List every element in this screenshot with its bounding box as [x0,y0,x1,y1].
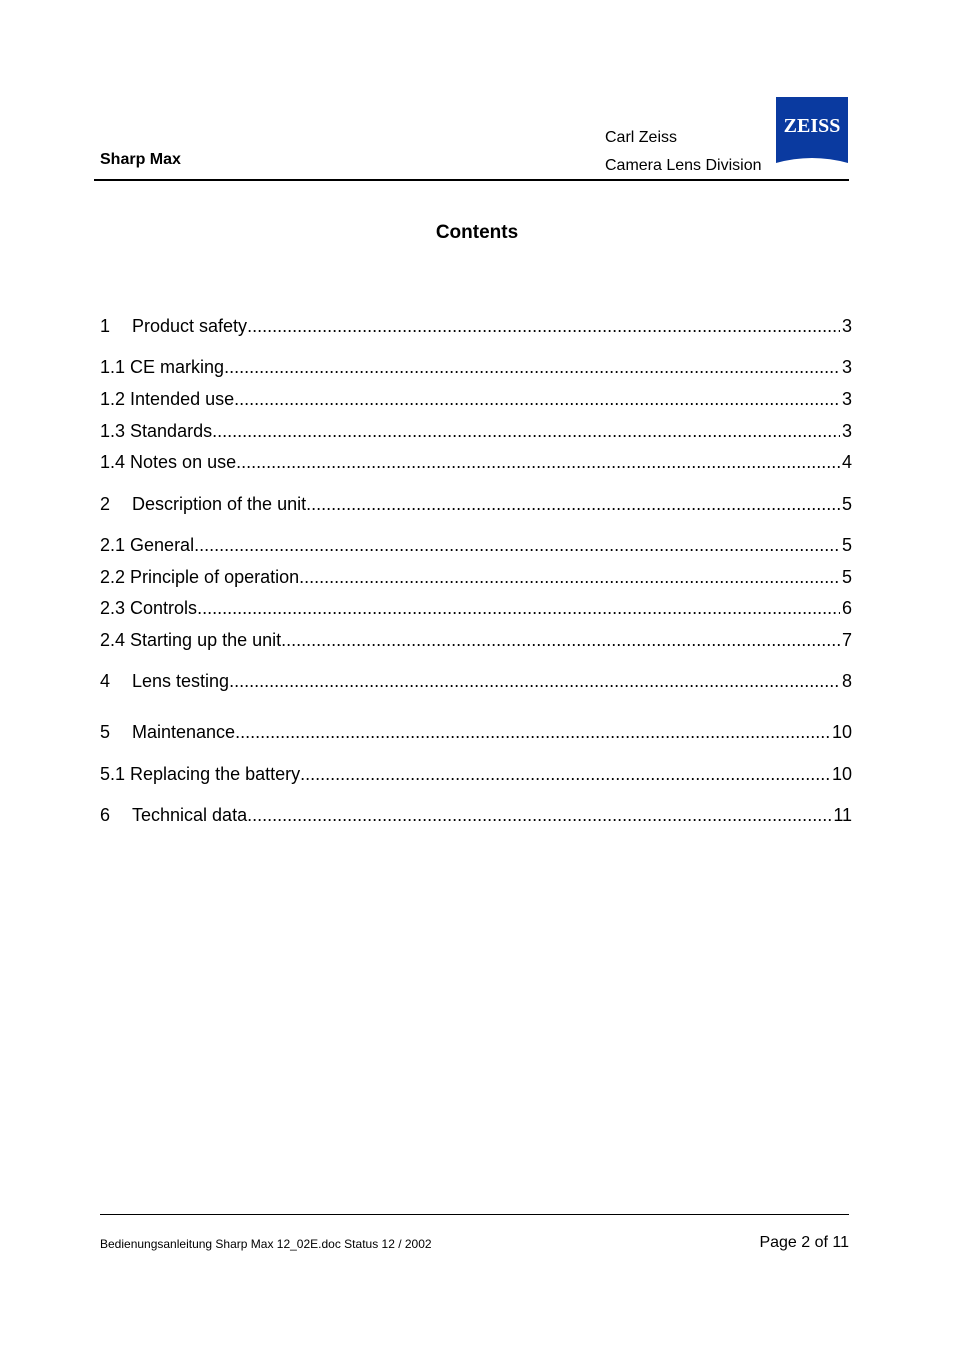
toc-entry-number: 1.4 [100,452,126,472]
toc-entry-label: Maintenance [132,722,236,742]
toc-entry-number: 2.3 [100,598,126,618]
toc-entry-number: 1.3 [100,421,126,441]
toc-entry-number: 2 [100,494,111,514]
toc-entry-label: Principle of operation [130,567,300,587]
toc-entry[interactable] [100,355,852,379]
toc-dot-leader [300,762,830,786]
toc-entry[interactable] [100,419,852,443]
toc-entry-page: 10 [831,722,852,742]
toc-entry-page: 7 [841,630,852,650]
toc-entry-page: 3 [841,357,852,377]
logo-lettering: ZEISS [783,115,841,137]
toc-entry-label: Lens testing [132,671,230,691]
toc-dot-leader [235,720,830,744]
toc-entry-page: 3 [841,316,852,336]
toc-dot-leader [281,628,840,652]
company-division: Camera Lens Division [605,157,762,174]
toc-dot-leader [224,355,840,379]
toc-entry-label: Replacing the battery [130,764,301,784]
zeiss-logo-icon [776,97,848,169]
toc-dot-leader [194,533,840,557]
toc-dot-leader [197,596,840,620]
toc-dot-leader [212,419,840,443]
header-divider [94,179,849,181]
toc-entry[interactable] [100,450,852,474]
toc-entry-label: CE marking [130,357,225,377]
toc-entry-number: 2.4 [100,630,126,650]
toc-entry-number: 1.1 [100,357,126,377]
toc-dot-leader [247,314,840,338]
toc-dot-leader [247,803,831,827]
toc-entry-page: 6 [841,598,852,618]
toc-entry-page: 8 [841,671,852,691]
header-company [605,124,762,180]
toc-entry-page: 5 [841,535,852,555]
header-product-name: Sharp Max [100,151,181,168]
toc-entry-number: 5 [100,722,111,742]
toc-entry[interactable] [100,314,852,338]
toc-entry[interactable] [100,762,852,786]
toc-dot-leader [236,450,840,474]
toc-entry-number: 1 [100,316,111,336]
toc-entry[interactable] [100,533,852,557]
toc-entry[interactable] [100,628,852,652]
toc-entry-number: 2.1 [100,535,126,555]
toc-entry-label: Description of the unit [132,494,307,514]
toc-entry-number: 1.2 [100,389,126,409]
toc-dot-leader [229,669,840,693]
toc-entry-number: 6 [100,805,111,825]
toc-entry-page: 4 [841,452,852,472]
company-name: Carl Zeiss [605,129,678,146]
footer-document-info: Bedienungsanleitung Sharp Max 12_02E.doc Status 12 / 2002 [100,1237,432,1251]
toc-entry-number: 4 [100,671,111,691]
toc-entry[interactable] [100,720,852,744]
toc-dot-leader [306,492,840,516]
footer-page-number: Page 2 of 11 [759,1234,849,1251]
toc-entry-label: Controls [130,598,198,618]
toc-dot-leader [299,565,840,589]
toc-entry-label: Starting up the unit [130,630,282,650]
toc-entry[interactable] [100,669,852,693]
toc-entry-label: General [130,535,195,555]
toc-entry-page: 3 [841,421,852,441]
footer-divider [100,1214,849,1215]
toc-entry-label: Standards [130,421,213,441]
toc-entry-label: Intended use [130,389,235,409]
toc-entry[interactable] [100,387,852,411]
toc-entry-page: 5 [841,567,852,587]
toc-entry[interactable] [100,596,852,620]
toc-entry-label: Technical data [132,805,248,825]
toc-entry-label: Notes on use [130,452,237,472]
toc-entry-page: 11 [833,805,852,825]
toc-entry[interactable] [100,803,852,827]
toc-entry[interactable] [100,492,852,516]
toc-entry-label: Product safety [132,316,248,336]
toc-entry-page: 10 [831,764,852,784]
toc-entry-number: 2.2 [100,567,126,587]
toc-entry-page: 5 [841,494,852,514]
toc-dot-leader [234,387,840,411]
toc-entry-page: 3 [841,389,852,409]
page-title: Contents [435,222,519,243]
toc-entry-number: 5.1 [100,764,126,784]
toc-entry[interactable] [100,565,852,589]
